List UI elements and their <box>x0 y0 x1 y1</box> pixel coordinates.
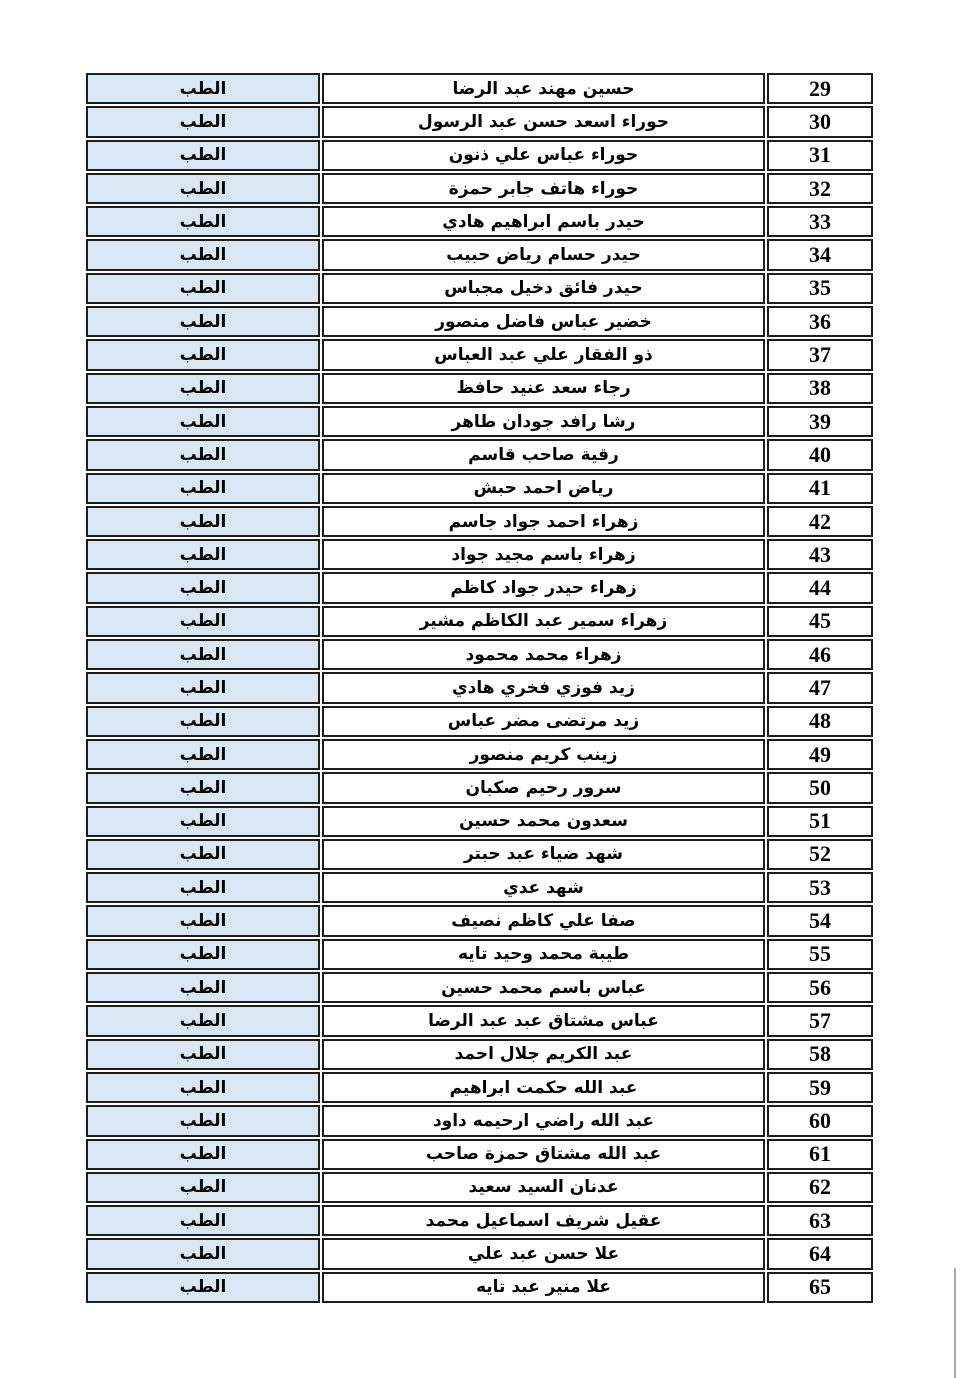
department-cell: الطب <box>86 173 320 204</box>
department-cell: الطب <box>86 106 320 137</box>
row-number-cell: 41 <box>767 473 873 504</box>
row-number-cell: 35 <box>767 273 873 304</box>
student-name-cell: زهراء حيدر جواد كاظم <box>322 572 765 603</box>
department-cell: الطب <box>86 905 320 936</box>
table-row <box>86 972 873 1003</box>
department-cell: الطب <box>86 839 320 870</box>
student-name-cell: خضير عباس فاضل منصور <box>322 306 765 337</box>
department-cell: الطب <box>86 473 320 504</box>
department-cell: الطب <box>86 639 320 670</box>
student-name-cell: زيد فوزي فخري هادي <box>322 672 765 703</box>
department-cell: الطب <box>86 739 320 770</box>
table-row <box>86 1072 873 1103</box>
student-name-cell: عبد الله راضي ارحيمه داود <box>322 1105 765 1136</box>
department-cell: الطب <box>86 1072 320 1103</box>
table-row <box>86 73 873 104</box>
department-cell: الطب <box>86 572 320 603</box>
department-cell: الطب <box>86 140 320 171</box>
department-cell: الطب <box>86 306 320 337</box>
row-number-cell: 52 <box>767 839 873 870</box>
row-number-cell: 32 <box>767 173 873 204</box>
row-number-cell: 51 <box>767 806 873 837</box>
department-cell: الطب <box>86 1172 320 1203</box>
table-row <box>86 1172 873 1203</box>
row-number-cell: 55 <box>767 939 873 970</box>
student-name-cell: عدنان السيد سعيد <box>322 1172 765 1203</box>
table-row <box>86 106 873 137</box>
row-number-cell: 39 <box>767 406 873 437</box>
table-row <box>86 173 873 204</box>
table-row <box>86 206 873 237</box>
students-roster-table <box>84 71 875 1305</box>
row-number-cell: 53 <box>767 872 873 903</box>
student-name-cell: حيدر حسام رياض حبيب <box>322 239 765 270</box>
student-name-cell: عباس باسم محمد حسين <box>322 972 765 1003</box>
table-row <box>86 706 873 737</box>
table-row <box>86 306 873 337</box>
table-row <box>86 1039 873 1070</box>
department-cell: الطب <box>86 1039 320 1070</box>
student-name-cell: رياض احمد حبش <box>322 473 765 504</box>
table-row <box>86 806 873 837</box>
table-row <box>86 439 873 470</box>
student-name-cell: حوراء هاتف جابر حمزة <box>322 173 765 204</box>
row-number-cell: 49 <box>767 739 873 770</box>
student-name-cell: سرور رحيم صكبان <box>322 772 765 803</box>
student-name-cell: رشا رافد جودان طاهر <box>322 406 765 437</box>
department-cell: الطب <box>86 1105 320 1136</box>
department-cell: الطب <box>86 73 320 104</box>
department-cell: الطب <box>86 1005 320 1036</box>
department-cell: الطب <box>86 806 320 837</box>
row-number-cell: 48 <box>767 706 873 737</box>
table-body <box>86 73 873 1303</box>
table-row <box>86 1139 873 1170</box>
table-row <box>86 572 873 603</box>
department-cell: الطب <box>86 606 320 637</box>
table-row <box>86 473 873 504</box>
row-number-cell: 46 <box>767 639 873 670</box>
row-number-cell: 29 <box>767 73 873 104</box>
student-name-cell: زهراء محمد محمود <box>322 639 765 670</box>
student-name-cell: علا حسن عبد علي <box>322 1238 765 1269</box>
student-name-cell: طيبة محمد وحيد تايه <box>322 939 765 970</box>
department-cell: الطب <box>86 972 320 1003</box>
student-name-cell: رقية صاحب قاسم <box>322 439 765 470</box>
row-number-cell: 36 <box>767 306 873 337</box>
department-cell: الطب <box>86 373 320 404</box>
student-name-cell: عبد الله مشتاق حمزة صاحب <box>322 1139 765 1170</box>
scan-artifact-line <box>954 1268 956 1378</box>
department-cell: الطب <box>86 406 320 437</box>
department-cell: الطب <box>86 206 320 237</box>
table-row <box>86 239 873 270</box>
row-number-cell: 37 <box>767 339 873 370</box>
student-name-cell: حوراء عباس علي ذنون <box>322 140 765 171</box>
row-number-cell: 42 <box>767 506 873 537</box>
department-cell: الطب <box>86 672 320 703</box>
table-row <box>86 1005 873 1036</box>
department-cell: الطب <box>86 772 320 803</box>
student-name-cell: شهد عدي <box>322 872 765 903</box>
table-row <box>86 273 873 304</box>
student-name-cell: عقيل شريف اسماعيل محمد <box>322 1205 765 1236</box>
student-name-cell: زهراء باسم مجيد جواد <box>322 539 765 570</box>
row-number-cell: 33 <box>767 206 873 237</box>
table-row <box>86 1238 873 1269</box>
student-name-cell: عباس مشتاق عبد عبد الرضا <box>322 1005 765 1036</box>
row-number-cell: 62 <box>767 1172 873 1203</box>
department-cell: الطب <box>86 939 320 970</box>
student-name-cell: زيد مرتضى مضر عباس <box>322 706 765 737</box>
row-number-cell: 56 <box>767 972 873 1003</box>
row-number-cell: 54 <box>767 905 873 936</box>
row-number-cell: 59 <box>767 1072 873 1103</box>
table-row <box>86 606 873 637</box>
student-name-cell: عبد الله حكمت ابراهيم <box>322 1072 765 1103</box>
table-row <box>86 639 873 670</box>
row-number-cell: 64 <box>767 1238 873 1269</box>
table-row <box>86 672 873 703</box>
table-row <box>86 1205 873 1236</box>
student-name-cell: ذو الفقار علي عبد العباس <box>322 339 765 370</box>
row-number-cell: 43 <box>767 539 873 570</box>
row-number-cell: 34 <box>767 239 873 270</box>
department-cell: الطب <box>86 706 320 737</box>
row-number-cell: 63 <box>767 1205 873 1236</box>
department-cell: الطب <box>86 1205 320 1236</box>
student-name-cell: حوراء اسعد حسن عبد الرسول <box>322 106 765 137</box>
student-name-cell: حيدر فائق دخيل مجباس <box>322 273 765 304</box>
row-number-cell: 61 <box>767 1139 873 1170</box>
table-row <box>86 839 873 870</box>
department-cell: الطب <box>86 273 320 304</box>
table-row <box>86 905 873 936</box>
student-name-cell: زينب كريم منصور <box>322 739 765 770</box>
row-number-cell: 60 <box>767 1105 873 1136</box>
student-name-cell: شهد ضياء عبد حبتر <box>322 839 765 870</box>
table-row <box>86 140 873 171</box>
table-row <box>86 539 873 570</box>
row-number-cell: 31 <box>767 140 873 171</box>
row-number-cell: 57 <box>767 1005 873 1036</box>
student-name-cell: علا منير عبد تايه <box>322 1272 765 1303</box>
department-cell: الطب <box>86 872 320 903</box>
table-row <box>86 939 873 970</box>
student-name-cell: رجاء سعد عنيد حافظ <box>322 373 765 404</box>
department-cell: الطب <box>86 1272 320 1303</box>
department-cell: الطب <box>86 1139 320 1170</box>
row-number-cell: 50 <box>767 772 873 803</box>
row-number-cell: 45 <box>767 606 873 637</box>
row-number-cell: 65 <box>767 1272 873 1303</box>
row-number-cell: 47 <box>767 672 873 703</box>
table-row <box>86 1272 873 1303</box>
student-name-cell: عبد الكريم جلال احمد <box>322 1039 765 1070</box>
student-name-cell: حيدر باسم ابراهيم هادي <box>322 206 765 237</box>
department-cell: الطب <box>86 506 320 537</box>
table-row <box>86 339 873 370</box>
department-cell: الطب <box>86 339 320 370</box>
row-number-cell: 58 <box>767 1039 873 1070</box>
row-number-cell: 38 <box>767 373 873 404</box>
student-name-cell: حسين مهند عبد الرضا <box>322 73 765 104</box>
table-row <box>86 506 873 537</box>
student-name-cell: زهراء سمير عبد الكاظم مشير <box>322 606 765 637</box>
table-row <box>86 406 873 437</box>
table-row <box>86 739 873 770</box>
student-name-cell: صفا علي كاظم نصيف <box>322 905 765 936</box>
department-cell: الطب <box>86 439 320 470</box>
department-cell: الطب <box>86 239 320 270</box>
student-name-cell: سعدون محمد حسين <box>322 806 765 837</box>
row-number-cell: 30 <box>767 106 873 137</box>
table-row <box>86 1105 873 1136</box>
table-row <box>86 772 873 803</box>
table-row <box>86 373 873 404</box>
row-number-cell: 44 <box>767 572 873 603</box>
row-number-cell: 40 <box>767 439 873 470</box>
table-row <box>86 872 873 903</box>
department-cell: الطب <box>86 1238 320 1269</box>
student-name-cell: زهراء احمد جواد جاسم <box>322 506 765 537</box>
department-cell: الطب <box>86 539 320 570</box>
